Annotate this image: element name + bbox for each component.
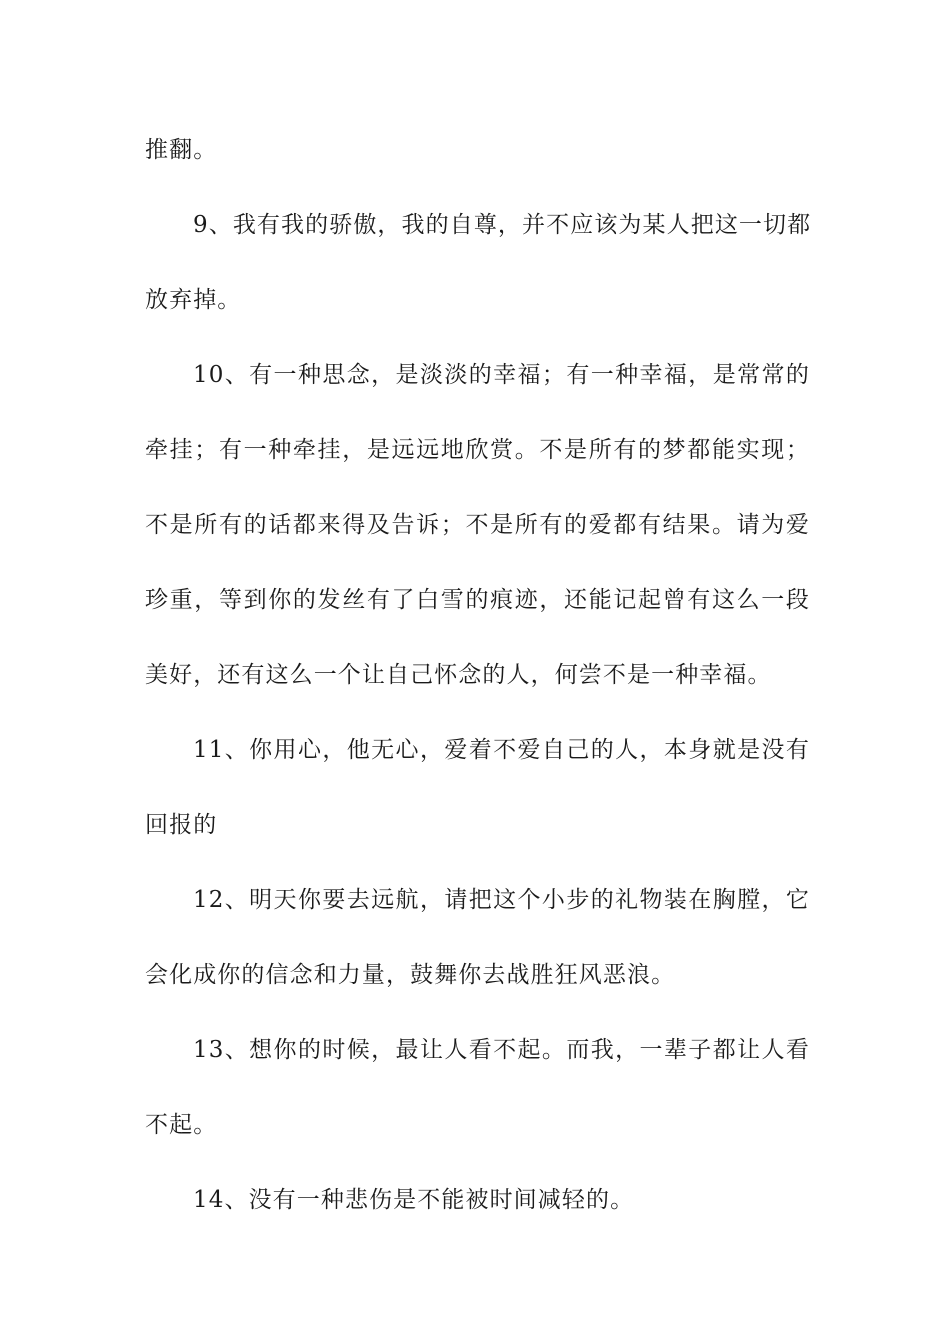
text-line: 回报的 [145, 812, 218, 838]
paragraph-9-line: 9、我有我的骄傲，我的自尊，并不应该为某人把这一切都 [193, 212, 812, 238]
paragraph-11-line: 11、你用心，他无心，爱着不爱自己的人，本身就是没有 [193, 737, 810, 763]
text-line: 推翻。 [145, 137, 218, 163]
text-line: 不起。 [145, 1112, 218, 1138]
paragraph-14-line: 14、没有一种悲伤是不能被时间减轻的。 [193, 1187, 635, 1213]
text-line: 放弃掉。 [145, 287, 242, 313]
text-line: 珍重，等到你的发丝有了白雪的痕迹，还能记起曾有这么一段 [145, 587, 810, 613]
paragraph-10-line: 10、有一种思念，是淡淡的幸福；有一种幸福，是常常的 [193, 362, 810, 388]
paragraph-12-line: 12、明天你要去远航，请把这个小步的礼物装在胸膛，它 [193, 887, 810, 913]
text-line: 不是所有的话都来得及告诉；不是所有的爱都有结果。请为爱 [145, 512, 810, 538]
paragraph-13-line: 13、想你的时候，最让人看不起。而我，一辈子都让人看 [193, 1037, 810, 1063]
text-line: 美好，还有这么一个让自己怀念的人，何尝不是一种幸福。 [145, 662, 772, 688]
text-line: 会化成你的信念和力量，鼓舞你去战胜狂风恶浪。 [145, 962, 676, 988]
text-line: 牵挂；有一种牵挂，是远远地欣赏。不是所有的梦都能实现； [145, 437, 810, 463]
